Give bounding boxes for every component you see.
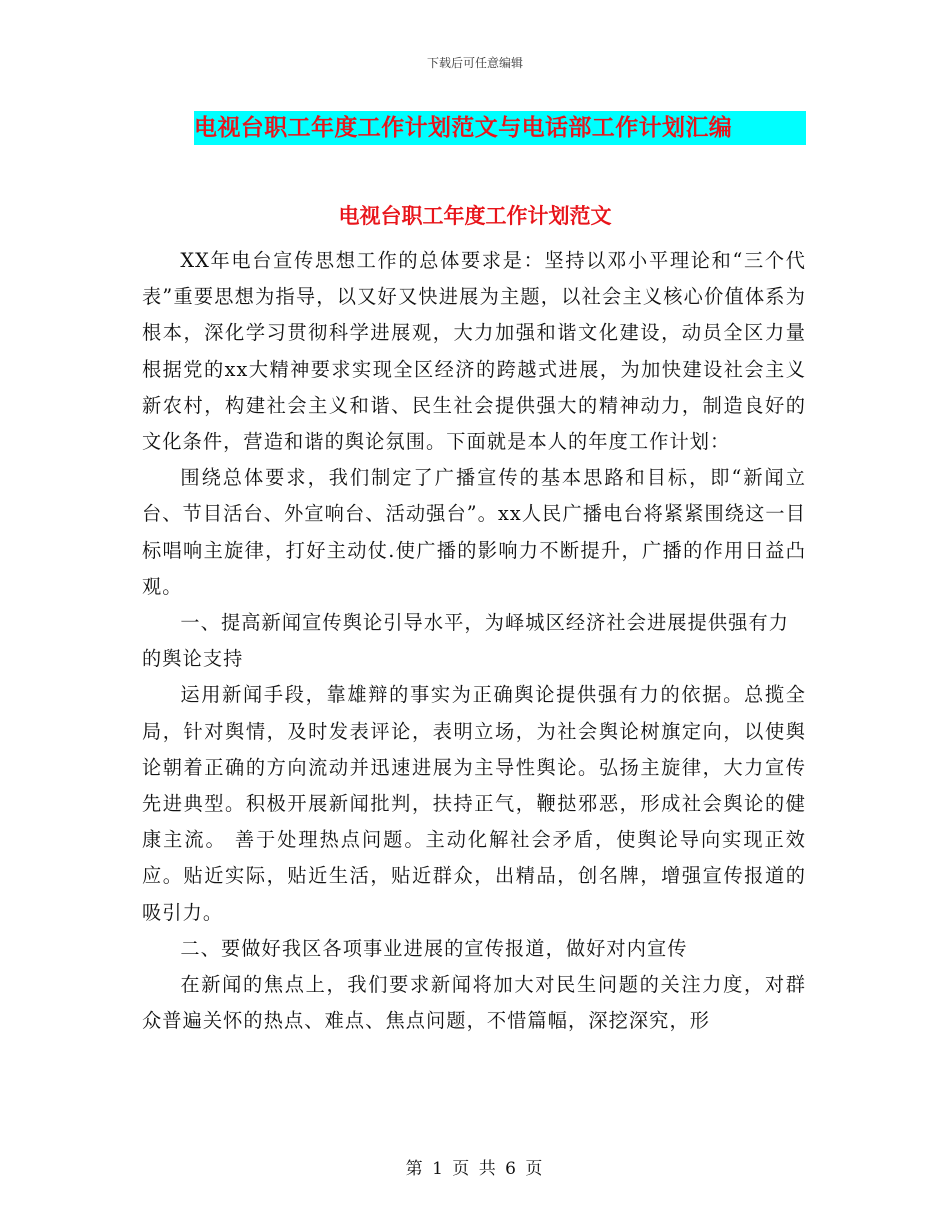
page-header-note: 下载后可任意编辑 <box>426 56 523 70</box>
paragraph-news-methods: 运用新闻手段，靠雄辩的事实为正确舆论提供强有力的依据。总揽全局，针对舆情，及时发表评论，表明立场，为社会舆论树旗定向，以使舆论朝着正确的方向流动并迅速进展为主导性舆论。弘扬主旋律，大力宣传先进典型。积极开展新闻批判，扶持正气，鞭挞邪恶，形成社会舆论的健康主流。 善于处理热点问题。主动化解社会矛盾，使舆论导向实现正效应。贴近实际，贴近生活，贴近群众，出精品，创名牌，增强宣传报道的吸引力。 <box>142 683 806 924</box>
paragraph-goals: 围绕总体要求，我们制定了广播宣传的基本思路和目标，即“新闻立台、节目活台、外宣响台、活动强台”。xx人民广播电台将紧紧围绕这一目标唱响主旋律，打好主动仗.使广播的影响力不断提升，广播的作用日益凸观。 <box>142 466 806 598</box>
main-title-highlight <box>194 111 806 145</box>
page-number-footer: 第 1 页 共 6 页 <box>405 1159 545 1179</box>
section-title: 电视台职工年度工作计划范文 <box>338 204 612 228</box>
paragraph-news-focus: 在新闻的焦点上，我们要求新闻将加大对民生问题的关注力度，对群众普遍关怀的热点、难点、焦点问题，不惜篇幅，深挖深究，形 <box>142 973 806 1033</box>
paragraph-heading-2: 二、要做好我区各项事业进展的宣传报道，做好对内宣传 <box>180 936 688 960</box>
paragraph-intro: XX年电台宣传思想工作的总体要求是：坚持以邓小平理论和“三个代表”重要思想为指导，以又好又快进展为主题，以社会主义核心价值体系为根本，深化学习贯彻科学进展观，大力加强和谐文化建设，动员全区力量根据党的xx大精神要求实现全区经济的跨越式进展，为加快建设社会主义新农村，构建社会主义和谐、民生社会提供强大的精神动力，制造良好的文化条件，营造和谐的舆论氛围。下面就是本人的年度工作计划： <box>142 249 806 454</box>
document-body <box>142 243 806 1039</box>
paragraph-heading-1: 一、提高新闻宣传舆论引导水平，为峄城区经济社会进展提供强有力的舆论支持 <box>142 611 790 671</box>
document-title: 电视台职工年度工作计划范文与电话部工作计划汇编 <box>194 115 733 141</box>
